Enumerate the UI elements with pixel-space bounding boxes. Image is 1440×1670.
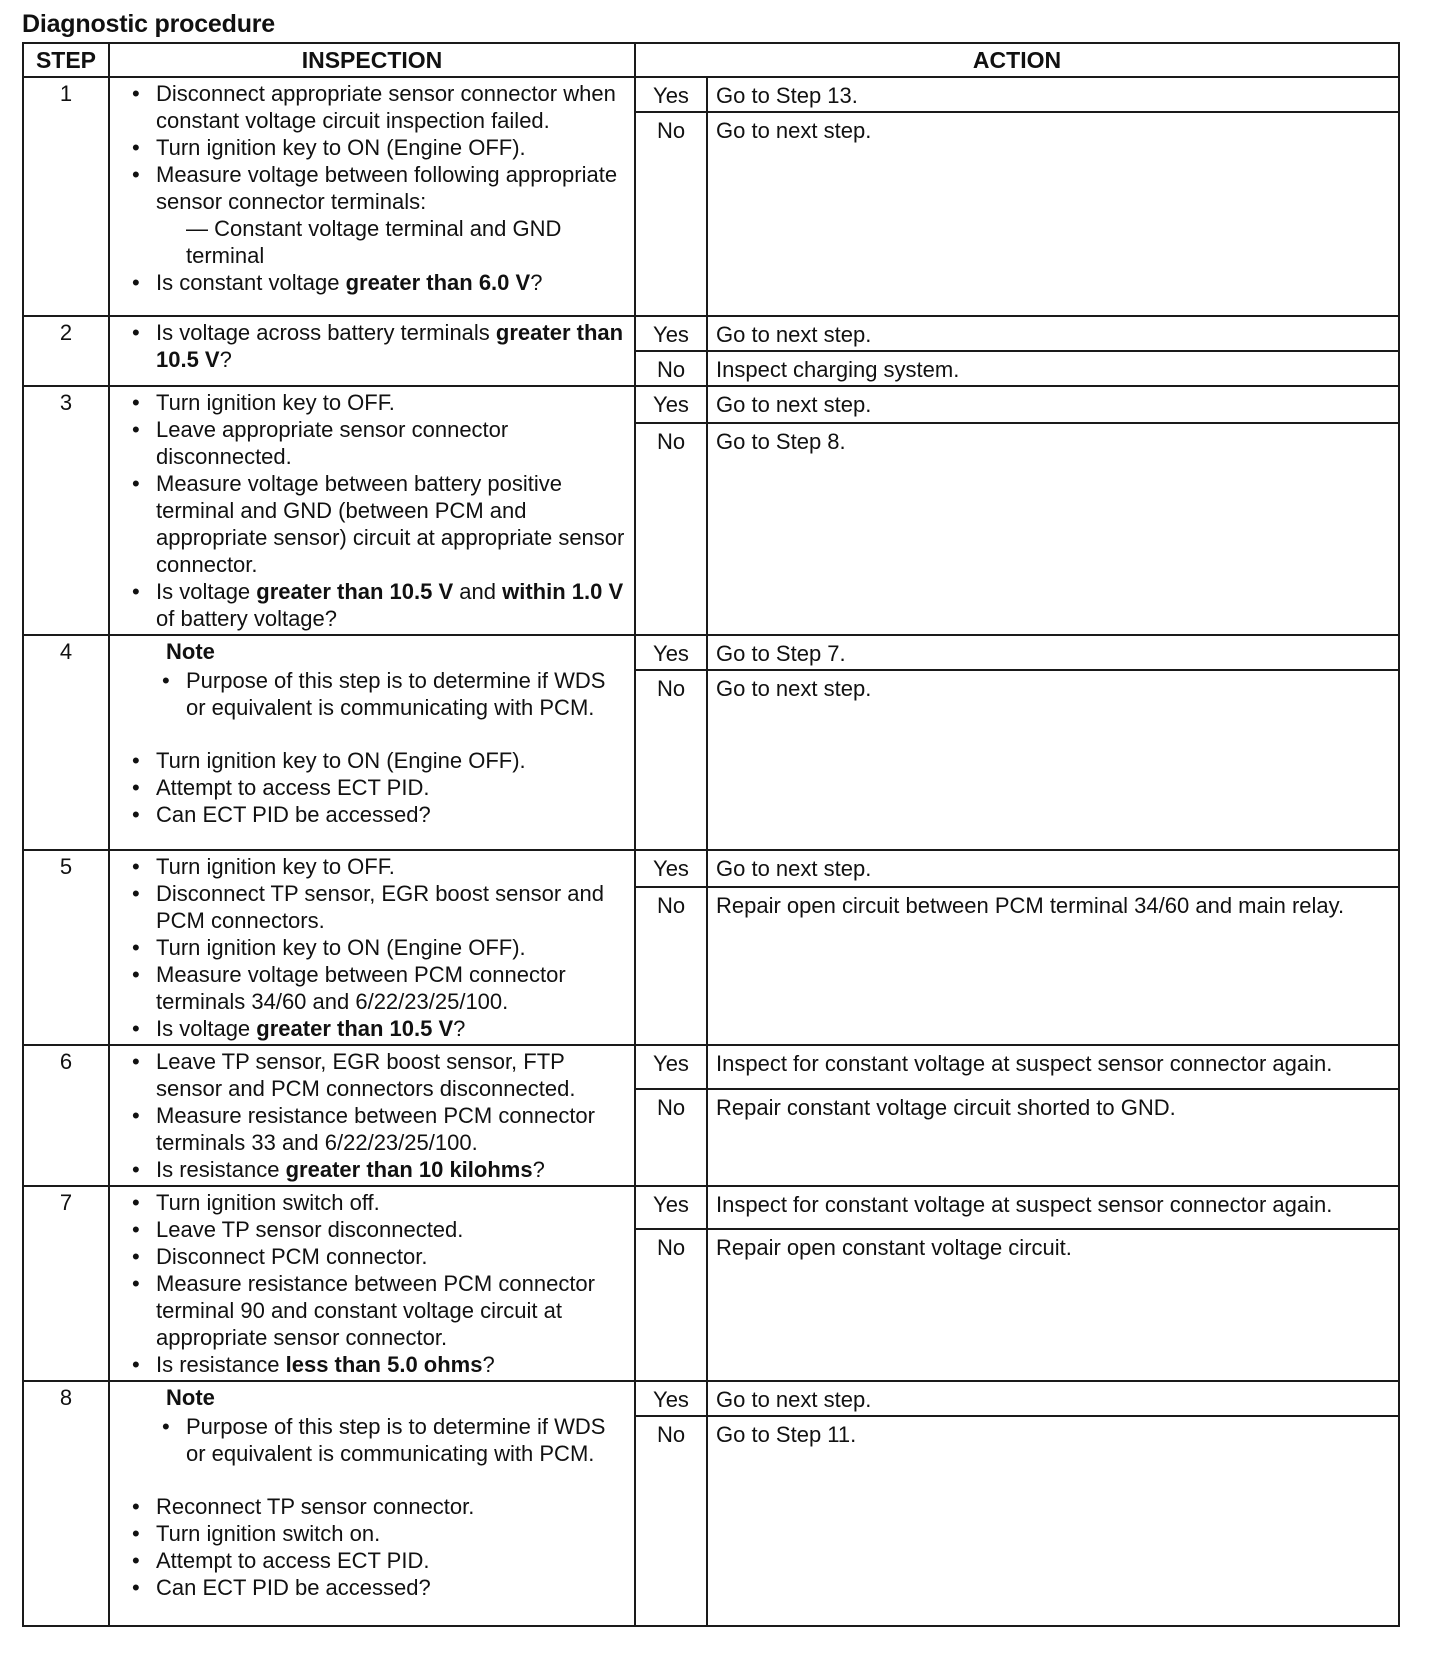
yes-label: Yes [635, 850, 707, 887]
inspection-item: • Disconnect appropriate sensor connector when constant voltage circuit inspection failed. [122, 80, 626, 134]
no-label: No [635, 1416, 707, 1626]
step-number: 8 [23, 1381, 109, 1626]
inspection-item: • Leave TP sensor disconnected. [122, 1216, 626, 1243]
step-5-yes-row [23, 850, 1399, 887]
inspection-item: • Leave TP sensor, EGR boost sensor, FTP sensor and PCM connectors disconnected. [122, 1048, 626, 1102]
no-label: No [635, 887, 707, 1045]
note-item: • Purpose of this step is to determine if WDS or equivalent is communicating with PCM. [152, 667, 626, 721]
yes-label: Yes [635, 635, 707, 670]
inspection-item: • Leave appropriate sensor connector disconnected. [122, 416, 626, 470]
inspection-question: • Can ECT PID be accessed? [122, 801, 626, 828]
yes-action: Go to next step. [707, 1381, 1399, 1416]
no-action: Repair open constant voltage circuit. [707, 1229, 1399, 1381]
no-label: No [635, 423, 707, 635]
yes-label: Yes [635, 1186, 707, 1229]
step-8-yes-row [23, 1381, 1399, 1416]
inspection-cell [109, 635, 635, 850]
inspection-question: • Is constant voltage greater than 6.0 V? [122, 269, 626, 296]
inspection-item: • Attempt to access ECT PID. [122, 1547, 626, 1574]
inspection-item: • Turn ignition key to OFF. [122, 389, 626, 416]
inspection-item: • Turn ignition switch off. [122, 1189, 626, 1216]
step-7-yes-row [23, 1186, 1399, 1229]
yes-label: Yes [635, 316, 707, 351]
inspection-item: • Measure voltage between battery positive terminal and GND (between PCM and appropriate sensor) circuit at appropriate sensor connector. [122, 470, 626, 578]
step-number: 1 [23, 77, 109, 316]
yes-action: Go to next step. [707, 316, 1399, 351]
note-label: Note [166, 639, 215, 664]
yes-action: Inspect for constant voltage at suspect sensor connector again. [707, 1045, 1399, 1089]
step-2-yes-row [23, 316, 1399, 351]
yes-label: Yes [635, 1045, 707, 1089]
no-label: No [635, 1089, 707, 1186]
inspection-question: • Can ECT PID be accessed? [122, 1574, 626, 1601]
no-label: No [635, 1229, 707, 1381]
inspection-cell [109, 850, 635, 1045]
diagnostic-table [22, 42, 1400, 1627]
sub-item: — Constant voltage terminal and GND terminal [186, 216, 562, 268]
inspection-item: • Measure resistance between PCM connector terminals 33 and 6/22/23/25/100. [122, 1102, 626, 1156]
inspection-item-text: Measure voltage between following appropriate sensor connector terminals: [156, 162, 618, 214]
yes-label: Yes [635, 77, 707, 112]
inspection-question: • Is voltage greater than 10.5 V and within 1.0 V of battery voltage? [122, 578, 626, 632]
no-action: Inspect charging system. [707, 351, 1399, 386]
yes-label: Yes [635, 386, 707, 423]
header-row [23, 43, 1399, 77]
no-label: No [635, 351, 707, 386]
yes-action: Go to Step 7. [707, 635, 1399, 670]
inspection-item: • Measure resistance between PCM connector terminal 90 and constant voltage circuit at appropriate sensor connector. [122, 1270, 626, 1351]
yes-action: Inspect for constant voltage at suspect sensor connector again. [707, 1186, 1399, 1229]
inspection-item: • Reconnect TP sensor connector. [122, 1493, 626, 1520]
step-6-yes-row [23, 1045, 1399, 1089]
inspection-item: • Turn ignition key to OFF. [122, 853, 626, 880]
step-number: 7 [23, 1186, 109, 1381]
inspection-item: • Measure voltage between PCM connector terminals 34/60 and 6/22/23/25/100. [122, 961, 626, 1015]
step-number: 4 [23, 635, 109, 850]
inspection-question: • Is voltage greater than 10.5 V? [122, 1015, 626, 1042]
no-action: Go to next step. [707, 112, 1399, 316]
yes-action: Go to next step. [707, 850, 1399, 887]
step-number: 2 [23, 316, 109, 386]
header-inspection: INSPECTION [109, 43, 635, 77]
inspection-cell [109, 1186, 635, 1381]
inspection-item: • Attempt to access ECT PID. [122, 774, 626, 801]
inspection-cell [109, 1045, 635, 1186]
note-label: Note [166, 1385, 215, 1410]
step-1-yes-row [23, 77, 1399, 112]
inspection-cell [109, 316, 635, 386]
inspection-question: • Is resistance greater than 10 kilohms? [122, 1156, 626, 1183]
no-action: Repair constant voltage circuit shorted to GND. [707, 1089, 1399, 1186]
page-title: Diagnostic procedure [22, 10, 275, 38]
inspection-item: • Turn ignition key to ON (Engine OFF). [122, 134, 626, 161]
inspection-item: • Turn ignition switch on. [122, 1520, 626, 1547]
inspection-question: • Is voltage across battery terminals greater than 10.5 V? [122, 319, 626, 373]
inspection-question: • Is resistance less than 5.0 ohms? [122, 1351, 626, 1378]
no-action: Go to Step 11. [707, 1416, 1399, 1626]
step-number: 5 [23, 850, 109, 1045]
inspection-item: • Turn ignition key to ON (Engine OFF). [122, 934, 626, 961]
step-number: 6 [23, 1045, 109, 1186]
no-action: Go to Step 8. [707, 423, 1399, 635]
inspection-cell [109, 1381, 635, 1626]
inspection-item [122, 161, 626, 269]
inspection-item: • Turn ignition key to ON (Engine OFF). [122, 747, 626, 774]
no-label: No [635, 112, 707, 316]
yes-action: Go to next step. [707, 386, 1399, 423]
inspection-cell [109, 386, 635, 635]
header-action: ACTION [635, 43, 1399, 77]
no-action: Go to next step. [707, 670, 1399, 850]
no-action: Repair open circuit between PCM terminal 34/60 and main relay. [707, 887, 1399, 1045]
inspection-item: • Disconnect PCM connector. [122, 1243, 626, 1270]
yes-label: Yes [635, 1381, 707, 1416]
header-step: STEP [23, 43, 109, 77]
step-3-yes-row [23, 386, 1399, 423]
inspection-cell [109, 77, 635, 316]
step-number: 3 [23, 386, 109, 635]
step-4-yes-row [23, 635, 1399, 670]
note-item: • Purpose of this step is to determine if WDS or equivalent is communicating with PCM. [152, 1413, 626, 1467]
inspection-item: • Disconnect TP sensor, EGR boost sensor and PCM connectors. [122, 880, 626, 934]
no-label: No [635, 670, 707, 850]
yes-action: Go to Step 13. [707, 77, 1399, 112]
